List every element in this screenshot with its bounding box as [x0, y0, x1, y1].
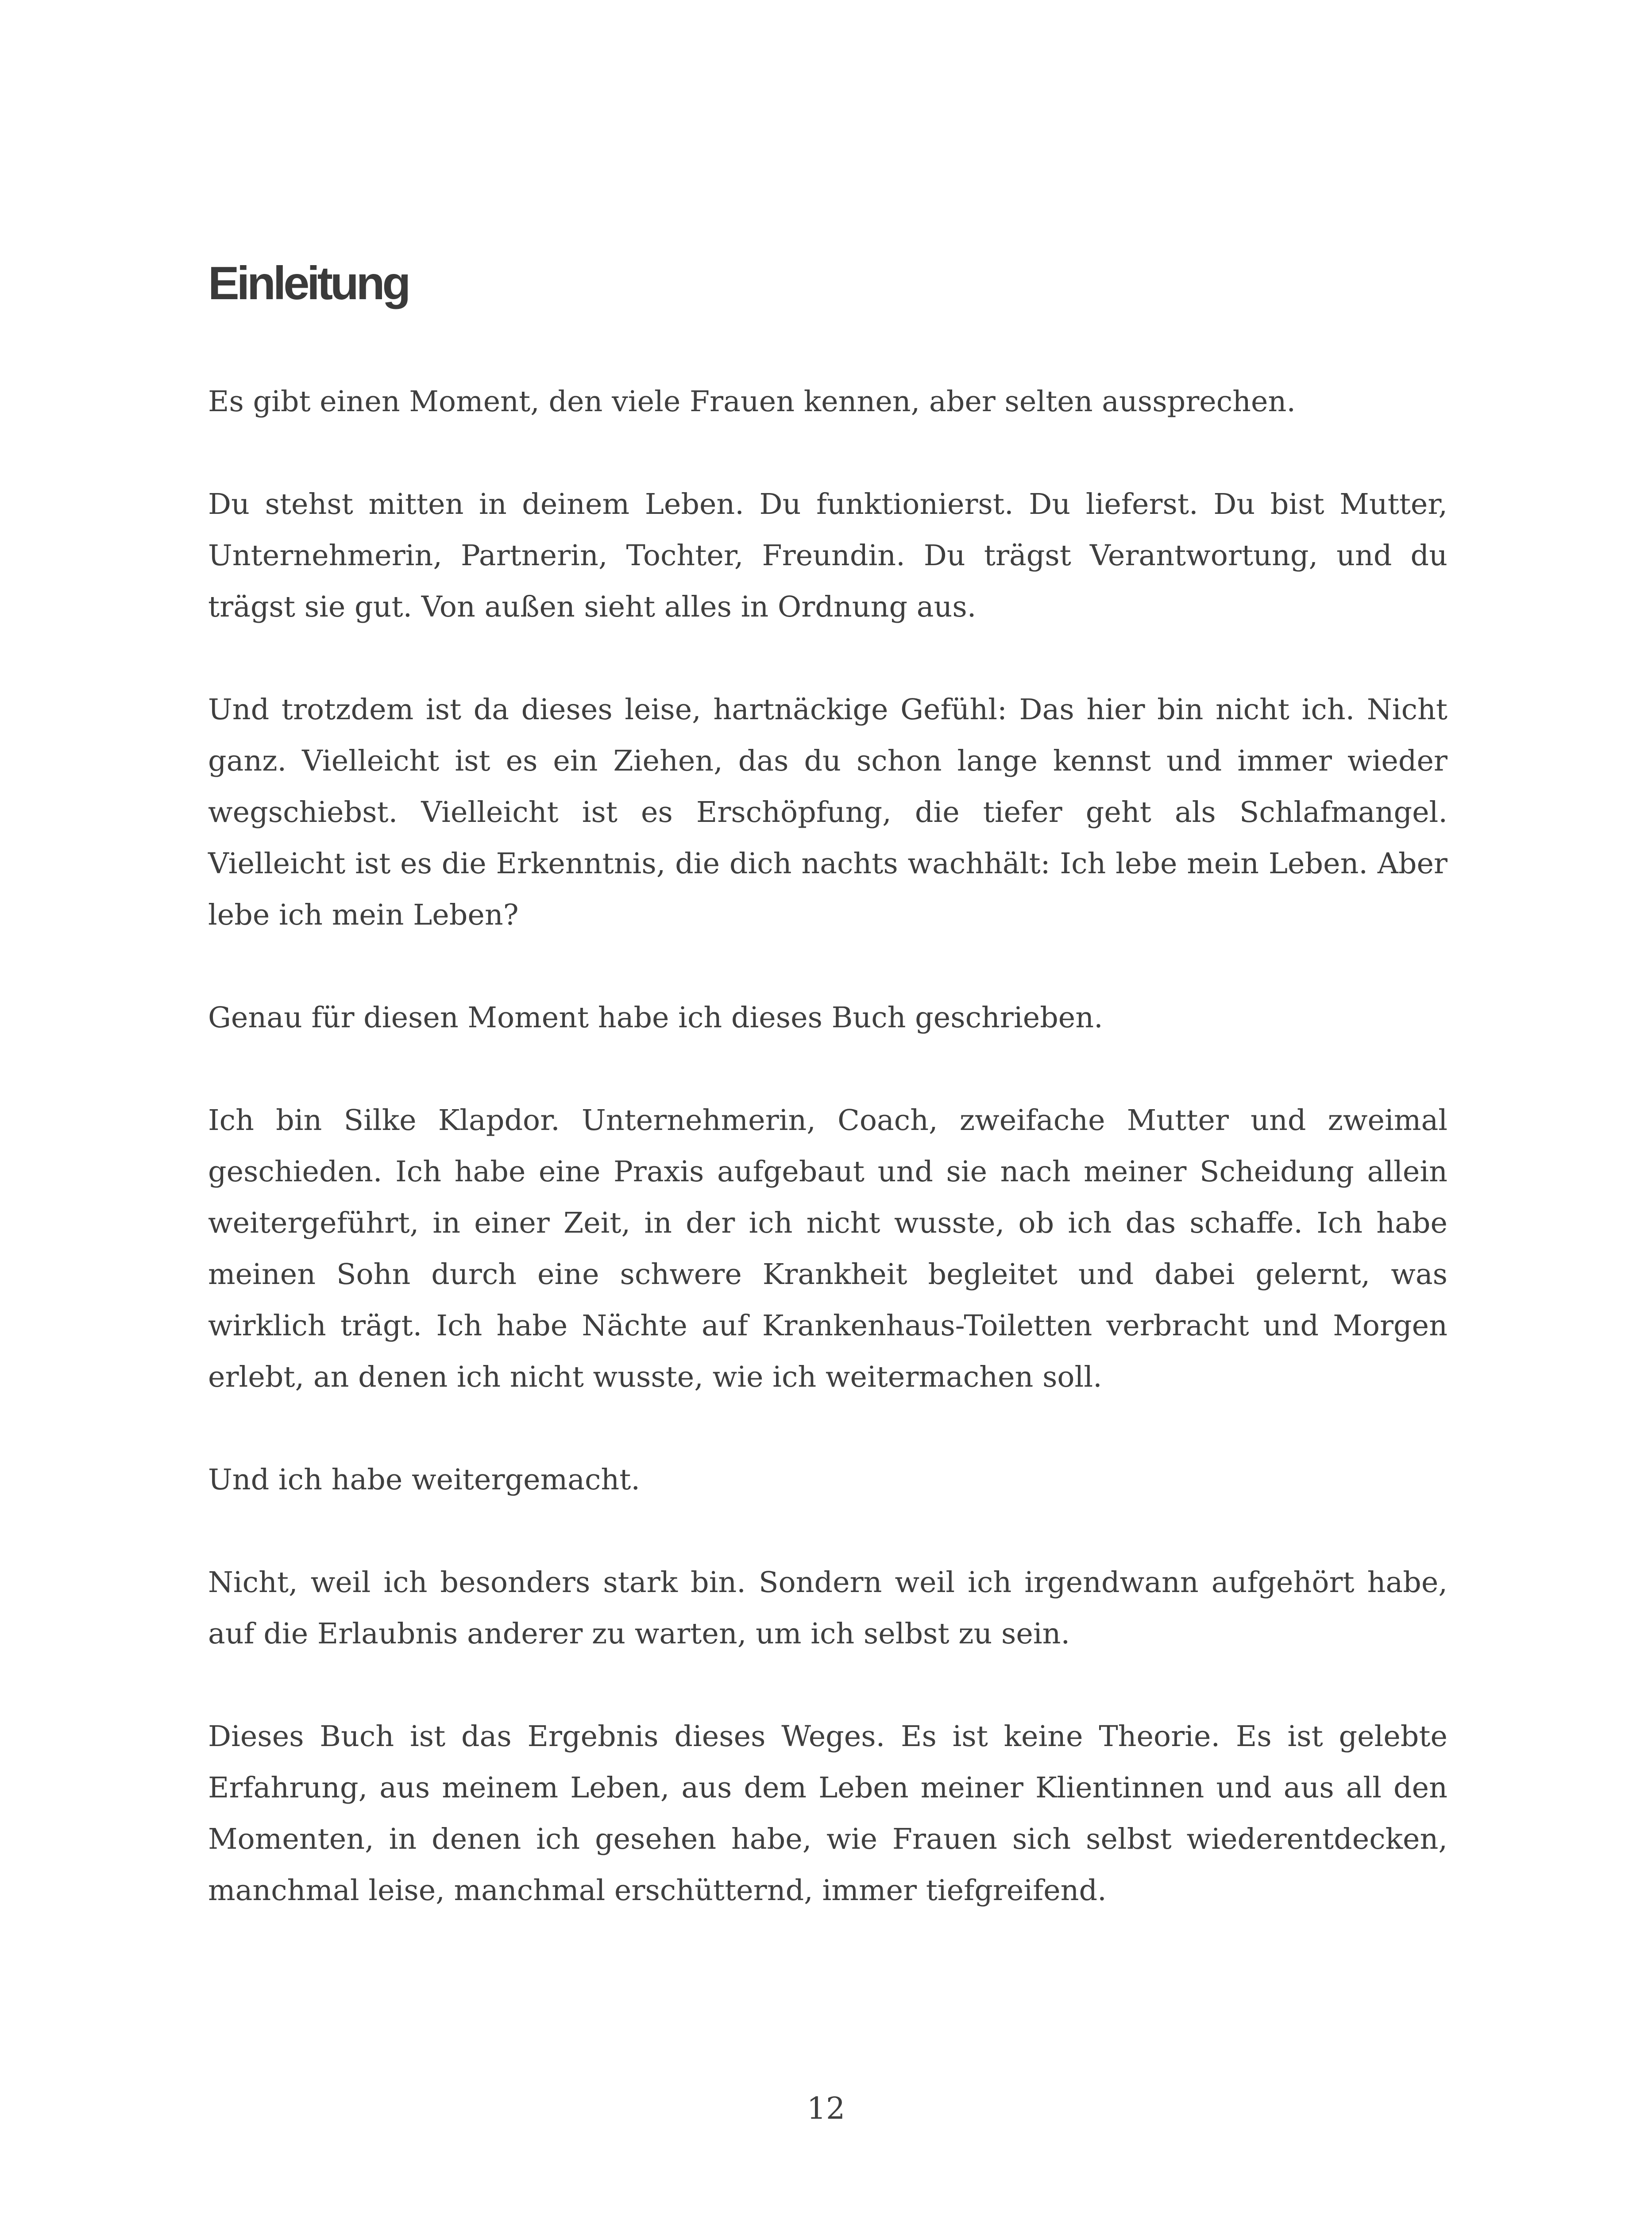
paragraph: Und trotzdem ist da dieses leise, hartnäckige Gefühl: Das hier bin nicht ich. Nicht ganz. Vielleicht ist es ein Ziehen, das du schon lange kennst und immer wieder wegschiebst. Vielleicht ist es Erschöpfung, die tiefer geht als Schlafmangel. Vielleicht ist es die Erkenntnis, die dich nachts wachhält: Ich lebe mein Leben. Aber lebe ich mein Leben?: [208, 693, 1447, 932]
paragraph: Du stehst mitten in deinem Leben. Du funktionierst. Du lieferst. Du bist Mutter, Unternehmerin, Partnerin, Tochter, Freundin. Du trägst Verantwortung, und du trägst sie gut. Von außen sieht alles in Ordnung aus.: [208, 488, 1447, 624]
paragraph: Genau für diesen Moment habe ich dieses Buch geschrieben.: [208, 1001, 1103, 1034]
page-content: [208, 248, 1447, 1916]
paragraph: Dieses Buch ist das Ergebnis dieses Weges. Es ist keine Theorie. Es ist gelebte Erfahrung, aus meinem Leben, aus dem Leben meiner Klientinnen und aus all den Momenten, in denen ich gesehen habe, wie Frauen sich selbst wiederentdecken, manchmal leise, manchmal erschütternd, immer tiefgreifend.: [208, 1720, 1447, 1907]
paragraph: Und ich habe weitergemacht.: [208, 1463, 641, 1496]
paragraph: Nicht, weil ich besonders stark bin. Sondern weil ich irgendwann aufgehört habe, auf die Erlaubnis anderer zu warten, um ich selbst zu sein.: [208, 1566, 1447, 1650]
page-number: 12: [807, 2091, 845, 2126]
paragraph: Es gibt einen Moment, den viele Frauen kennen, aber selten aussprechen.: [208, 385, 1296, 418]
body-text: [208, 376, 1447, 1916]
paragraph: Ich bin Silke Klapdor. Unternehmerin, Coach, zweifache Mutter und zweimal geschieden. Ich habe eine Praxis aufgebaut und sie nach meiner Scheidung allein weitergeführt, in einer Zeit, in der ich nicht wusste, ob ich das schaffe. Ich habe meinen Sohn durch eine schwere Krankheit begleitet und dabei gelernt, was wirklich trägt. Ich habe Nächte auf Krankenhaus-Toiletten verbracht und Morgen erlebt, an denen ich nicht wusste, wie ich weitermachen soll.: [208, 1104, 1447, 1394]
chapter-title: Einleitung: [208, 257, 409, 309]
